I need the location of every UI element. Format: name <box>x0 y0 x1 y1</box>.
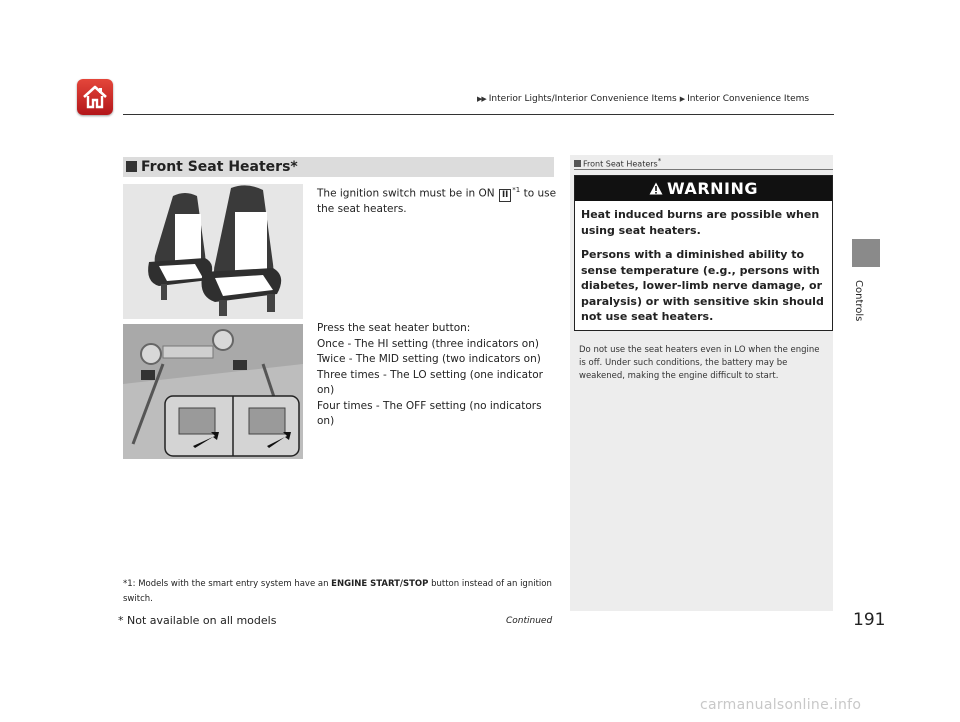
square-bullet-icon <box>574 160 581 167</box>
instruction-line: Twice - The MID setting (two indicators on) <box>317 353 541 365</box>
seat-heater-button-photo <box>123 324 303 459</box>
warning-text-sensitivity: Persons with a diminished ability to sense temperature (e.g., persons with diabetes, lower-limb nerve damage, or paralysis) or with sensitive skin should not use seat heaters. <box>581 248 824 323</box>
breadcrumb-arrow-icon: ▶ <box>679 95 685 103</box>
front-seats-illustration <box>123 184 303 319</box>
breadcrumb-arrow-icon: ▶▶ <box>477 95 486 103</box>
sidebar-note: Do not use the seat heaters even in LO when the engine is off. Under such conditions, the battery may be weakened, making the engine difficult to start. <box>579 345 820 381</box>
home-icon <box>81 83 109 111</box>
sidebar-title-text: Front Seat Heaters <box>583 159 658 169</box>
chapter-tab-label[interactable]: Controls <box>853 280 864 322</box>
continued-label: Continued <box>506 616 553 626</box>
sidebar-title <box>574 157 661 169</box>
square-bullet-icon <box>126 161 137 172</box>
footnote-text: *1: Models with the smart entry system have an <box>123 579 332 589</box>
ignition-text-end: to use the seat heaters. <box>317 187 557 215</box>
warning-label: WARNING <box>667 179 758 198</box>
section-heading <box>123 157 554 177</box>
ignition-position-badge: II <box>499 189 511 202</box>
breadcrumb-link-2[interactable]: Interior Convenience Items <box>687 94 810 104</box>
breadcrumb-link-1[interactable]: Interior Lights/Interior Convenience Items <box>488 94 677 104</box>
footnote <box>123 577 563 607</box>
ignition-text-start: The ignition switch must be in ON <box>317 187 498 200</box>
page-number: 191 <box>853 610 886 630</box>
home-button[interactable] <box>77 79 113 115</box>
heater-button-instructions <box>317 321 557 430</box>
chapter-tab-marker[interactable] <box>852 239 880 267</box>
warning-text-burns: Heat induced burns are possible when using seat heaters. <box>581 208 820 237</box>
header-divider <box>123 114 834 115</box>
section-title: Front Seat Heaters <box>141 159 291 175</box>
footnote-text-end: button instead of an ignition switch. <box>123 579 552 604</box>
footnote-ref[interactable]: *1 <box>512 186 521 194</box>
instruction-line: Four times - The OFF setting (no indicators on) <box>317 399 542 427</box>
warning-header <box>575 176 832 201</box>
availability-mark: * <box>657 157 662 165</box>
ignition-requirement-text <box>317 183 557 218</box>
warning-box <box>574 175 833 331</box>
availability-footnote: * Not available on all models <box>118 614 277 627</box>
warning-triangle-icon <box>649 182 663 195</box>
instruction-line: Three times - The LO setting (one indicator on) <box>317 368 543 396</box>
instruction-line: Once - The HI setting (three indicators on) <box>317 337 539 350</box>
breadcrumb <box>477 94 809 104</box>
availability-mark: * <box>290 159 298 175</box>
sidebar-divider <box>574 169 833 170</box>
watermark: carmanualsonline.info <box>700 697 862 713</box>
footnote-button-name: ENGINE START/STOP <box>331 579 429 589</box>
instruction-line: Press the seat heater button: <box>317 322 471 334</box>
